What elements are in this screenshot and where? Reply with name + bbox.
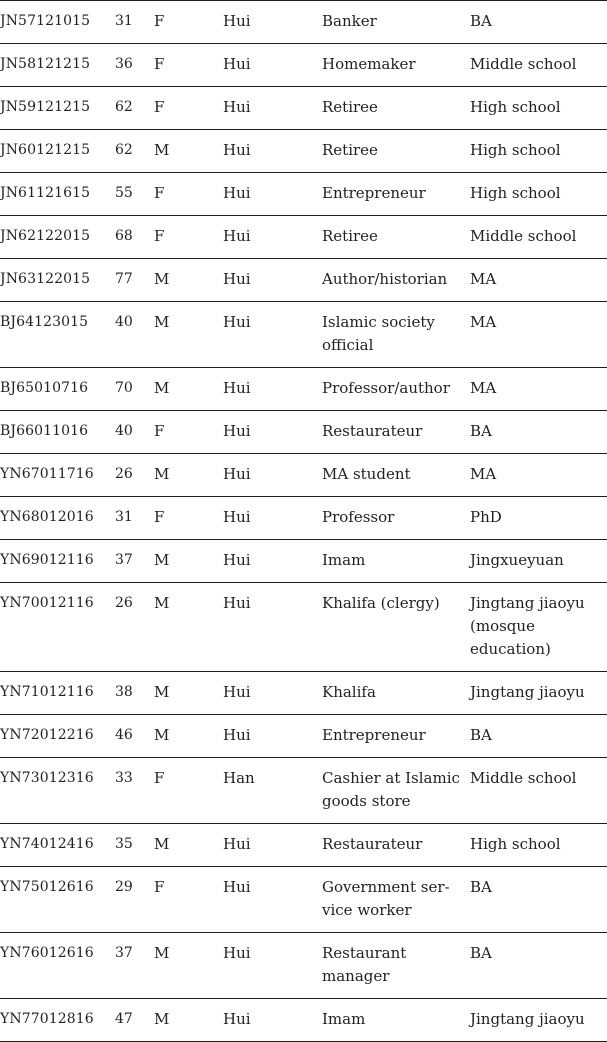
table-row bbox=[0, 758, 607, 824]
occupation-cell: Restaurant manager bbox=[322, 944, 407, 985]
interviewee-id-cell: BJ66011016 bbox=[0, 423, 89, 439]
age-cell: 62 bbox=[115, 99, 133, 115]
interviewee-id-cell: JN61121615 bbox=[0, 185, 91, 201]
education-cell: High school bbox=[470, 835, 561, 853]
table-row bbox=[0, 933, 607, 999]
sex-cell: M bbox=[154, 465, 170, 483]
education-cell: Jingtang jiaoyu (mosque education) bbox=[470, 594, 585, 658]
ethnicity-cell: Hui bbox=[223, 944, 251, 962]
interviewee-id-cell: BJ64123015 bbox=[0, 314, 89, 330]
table-row bbox=[0, 87, 607, 130]
table-row bbox=[0, 368, 607, 411]
age-cell: 35 bbox=[115, 836, 133, 852]
ethnicity-cell: Hui bbox=[223, 141, 251, 159]
education-cell: Middle school bbox=[470, 55, 577, 73]
interviewee-id-cell: YN68012016 bbox=[0, 509, 94, 525]
age-cell: 37 bbox=[115, 945, 133, 961]
education-cell: MA bbox=[470, 313, 497, 331]
age-cell: 37 bbox=[115, 552, 133, 568]
sex-cell: M bbox=[154, 551, 170, 569]
interviewee-id-cell: YN77012816 bbox=[0, 1011, 94, 1027]
table-row bbox=[0, 540, 607, 583]
occupation-cell: Banker bbox=[322, 12, 377, 30]
age-cell: 40 bbox=[115, 423, 133, 439]
age-cell: 70 bbox=[115, 380, 133, 396]
table-row bbox=[0, 411, 607, 454]
education-cell: MA bbox=[470, 465, 497, 483]
ethnicity-cell: Hui bbox=[223, 55, 251, 73]
interviewee-id-cell: BJ65010716 bbox=[0, 380, 89, 396]
ethnicity-cell: Hui bbox=[223, 594, 251, 612]
age-cell: 77 bbox=[115, 271, 133, 287]
age-cell: 29 bbox=[115, 879, 133, 895]
education-cell: High school bbox=[470, 141, 561, 159]
sex-cell: M bbox=[154, 379, 170, 397]
age-cell: 55 bbox=[115, 185, 133, 201]
table-row bbox=[0, 173, 607, 216]
age-cell: 31 bbox=[115, 509, 133, 525]
age-cell: 26 bbox=[115, 595, 133, 611]
education-cell: MA bbox=[470, 379, 497, 397]
interviewee-id-cell: YN67011716 bbox=[0, 466, 94, 482]
education-cell: BA bbox=[470, 422, 492, 440]
age-cell: 46 bbox=[115, 727, 133, 743]
interviewee-id-cell: JN59121215 bbox=[0, 99, 91, 115]
ethnicity-cell: Hui bbox=[223, 227, 251, 245]
ethnicity-cell: Hui bbox=[223, 878, 251, 896]
occupation-cell: Entrepreneur bbox=[322, 184, 426, 202]
occupation-cell: Khalifa (clergy) bbox=[322, 594, 440, 612]
table-row bbox=[0, 130, 607, 173]
ethnicity-cell: Hui bbox=[223, 379, 251, 397]
interviewee-id-cell: YN75012616 bbox=[0, 879, 94, 895]
age-cell: 36 bbox=[115, 56, 133, 72]
table-row bbox=[0, 259, 607, 302]
occupation-cell: Khalifa bbox=[322, 683, 376, 701]
ethnicity-cell: Hui bbox=[223, 422, 251, 440]
sex-cell: F bbox=[154, 55, 165, 73]
age-cell: 47 bbox=[115, 1011, 133, 1027]
sex-cell: M bbox=[154, 141, 170, 159]
education-cell: Middle school bbox=[470, 769, 577, 787]
interviewee-id-cell: JN60121215 bbox=[0, 142, 91, 158]
occupation-cell: Professor/author bbox=[322, 379, 450, 397]
table-row bbox=[0, 216, 607, 259]
sex-cell: F bbox=[154, 184, 165, 202]
education-cell: Jingxueyuan bbox=[470, 551, 564, 569]
ethnicity-cell: Hui bbox=[223, 726, 251, 744]
ethnicity-cell: Hui bbox=[223, 835, 251, 853]
occupation-cell: Author/historian bbox=[322, 270, 448, 288]
education-cell: High school bbox=[470, 184, 561, 202]
education-cell: PhD bbox=[470, 508, 502, 526]
interviewee-id-cell: YN76012616 bbox=[0, 945, 94, 961]
occupation-cell: Entrepreneur bbox=[322, 726, 426, 744]
ethnicity-cell: Hui bbox=[223, 551, 251, 569]
table-row bbox=[0, 715, 607, 758]
education-cell: BA bbox=[470, 944, 492, 962]
sex-cell: M bbox=[154, 270, 170, 288]
age-cell: 31 bbox=[115, 13, 133, 29]
ethnicity-cell: Hui bbox=[223, 184, 251, 202]
interviewee-id-cell: YN69012116 bbox=[0, 552, 94, 568]
sex-cell: F bbox=[154, 769, 165, 787]
table-row bbox=[0, 1, 607, 44]
sex-cell: F bbox=[154, 508, 165, 526]
occupation-cell: Restaurateur bbox=[322, 422, 423, 440]
occupation-cell: Imam bbox=[322, 1010, 366, 1028]
interviewee-id-cell: JN58121215 bbox=[0, 56, 91, 72]
sex-cell: F bbox=[154, 12, 165, 30]
table-row bbox=[0, 302, 607, 368]
occupation-cell: Professor bbox=[322, 508, 395, 526]
interviewee-id-cell: YN74012416 bbox=[0, 836, 94, 852]
education-cell: Middle school bbox=[470, 227, 577, 245]
occupation-cell: Cashier at Islamic goods store bbox=[322, 769, 460, 810]
occupation-cell: Imam bbox=[322, 551, 366, 569]
ethnicity-cell: Hui bbox=[223, 1010, 251, 1028]
sex-cell: F bbox=[154, 878, 165, 896]
education-cell: Jingtang jiaoyu bbox=[470, 1010, 585, 1028]
interviewee-id-cell: YN71012116 bbox=[0, 684, 94, 700]
sex-cell: F bbox=[154, 227, 165, 245]
ethnicity-cell: Hui bbox=[223, 683, 251, 701]
table-row bbox=[0, 454, 607, 497]
occupation-cell: Restaurateur bbox=[322, 835, 423, 853]
education-cell: High school bbox=[470, 98, 561, 116]
table-row bbox=[0, 867, 607, 933]
sex-cell: M bbox=[154, 313, 170, 331]
age-cell: 38 bbox=[115, 684, 133, 700]
interviewee-id-cell: JN63122015 bbox=[0, 271, 91, 287]
table-row bbox=[0, 672, 607, 715]
ethnicity-cell: Hui bbox=[223, 98, 251, 116]
education-cell: MA bbox=[470, 270, 497, 288]
age-cell: 26 bbox=[115, 466, 133, 482]
sex-cell: M bbox=[154, 594, 170, 612]
occupation-cell: Retiree bbox=[322, 98, 378, 116]
occupation-cell: Islamic society official bbox=[322, 313, 435, 354]
interviewee-id-cell: JN57121015 bbox=[0, 13, 91, 29]
occupation-cell: Retiree bbox=[322, 141, 378, 159]
age-cell: 68 bbox=[115, 228, 133, 244]
occupation-cell: Government ser-vice worker bbox=[322, 878, 450, 919]
education-cell: BA bbox=[470, 726, 492, 744]
sex-cell: F bbox=[154, 98, 165, 116]
interviewee-id-cell: YN72012216 bbox=[0, 727, 94, 743]
ethnicity-cell: Hui bbox=[223, 12, 251, 30]
sex-cell: M bbox=[154, 944, 170, 962]
occupation-cell: MA student bbox=[322, 465, 411, 483]
sex-cell: M bbox=[154, 683, 170, 701]
age-cell: 40 bbox=[115, 314, 133, 330]
table-row bbox=[0, 44, 607, 87]
ethnicity-cell: Hui bbox=[223, 313, 251, 331]
ethnicity-cell: Hui bbox=[223, 465, 251, 483]
sex-cell: M bbox=[154, 1010, 170, 1028]
age-cell: 33 bbox=[115, 770, 133, 786]
table-body bbox=[0, 1, 607, 1042]
education-cell: Jingtang jiaoyu bbox=[470, 683, 585, 701]
sex-cell: F bbox=[154, 422, 165, 440]
interviewee-id-cell: YN70012116 bbox=[0, 595, 94, 611]
ethnicity-cell: Hui bbox=[223, 508, 251, 526]
interviewee-id-cell: YN73012316 bbox=[0, 770, 94, 786]
table-row bbox=[0, 999, 607, 1042]
sex-cell: M bbox=[154, 726, 170, 744]
interviewee-id-cell: JN62122015 bbox=[0, 228, 91, 244]
occupation-cell: Homemaker bbox=[322, 55, 416, 73]
occupation-cell: Retiree bbox=[322, 227, 378, 245]
ethnicity-cell: Han bbox=[223, 769, 255, 787]
education-cell: BA bbox=[470, 878, 492, 896]
education-cell: BA bbox=[470, 12, 492, 30]
ethnicity-cell: Hui bbox=[223, 270, 251, 288]
table-row bbox=[0, 824, 607, 867]
table-row bbox=[0, 497, 607, 540]
table-row bbox=[0, 583, 607, 672]
age-cell: 62 bbox=[115, 142, 133, 158]
sex-cell: M bbox=[154, 835, 170, 853]
